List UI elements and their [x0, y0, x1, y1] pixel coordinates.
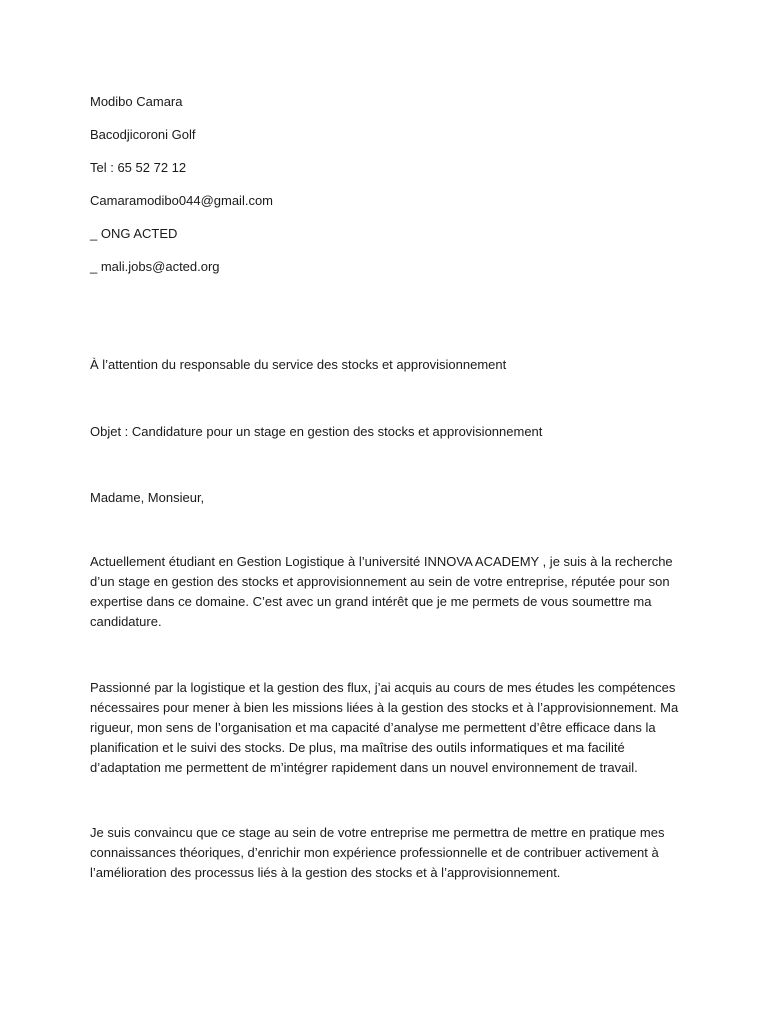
paragraph-line: l’amélioration des processus liés à la gestion des stocks et à l’approvisionnement.: [90, 865, 561, 880]
attention-line: À l’attention du responsable du service des stocks et approvisionnement: [90, 357, 507, 372]
paragraph-line: candidature.: [90, 614, 162, 629]
paragraph-1: [90, 552, 673, 632]
subject-line: Objet : Candidature pour un stage en gestion des stocks et approvisionnement: [90, 424, 543, 439]
sender-phone: Tel : 65 52 72 12: [90, 160, 187, 175]
sender-address: Bacodjicoroni Golf: [90, 127, 196, 142]
sender-email: Camaramodibo044@gmail.com: [90, 193, 273, 208]
paragraph-line: planification et le suivi des stocks. De plus, ma maîtrise des outils informatiques et ma facilité: [90, 740, 625, 755]
paragraph-line: rigueur, mon sens de l’organisation et ma capacité d’analyse me permettent d’être efficace dans la: [90, 720, 656, 735]
paragraph-line: Je suis convaincu que ce stage au sein de votre entreprise me permettra de mettre en pratique mes: [90, 825, 665, 840]
salutation: Madame, Monsieur,: [90, 490, 205, 505]
paragraph-line: d’un stage en gestion des stocks et approvisionnement au sein de votre entreprise, réputée pour son: [90, 574, 670, 589]
paragraph-line: connaissances théoriques, d’enrichir mon expérience professionnelle et de contribuer activement à: [90, 845, 659, 860]
paragraph-line: nécessaires pour mener à bien les missions liées à la gestion des stocks et à l’approvisionnement. Ma: [90, 700, 679, 715]
paragraph-line: expertise dans ce domaine. C’est avec un grand intérêt que je me permets de vous soumettre ma: [90, 594, 652, 609]
paragraph-line: d’adaptation me permettent de m’intégrer rapidement dans un nouvel environnement de travail.: [90, 760, 638, 775]
sender-name: Modibo Camara: [90, 94, 183, 109]
recipient-organization: _ ONG ACTED: [90, 226, 178, 241]
paragraph-2: [90, 678, 679, 778]
recipient-email: _ mali.jobs@acted.org: [90, 259, 220, 274]
paragraph-line: Actuellement étudiant en Gestion Logistique à l’université INNOVA ACADEMY , je suis à la recherche: [90, 554, 673, 569]
paragraph-line: Passionné par la logistique et la gestion des flux, j’ai acquis au cours de mes études les compétences: [90, 680, 676, 695]
paragraph-3: [90, 823, 670, 883]
